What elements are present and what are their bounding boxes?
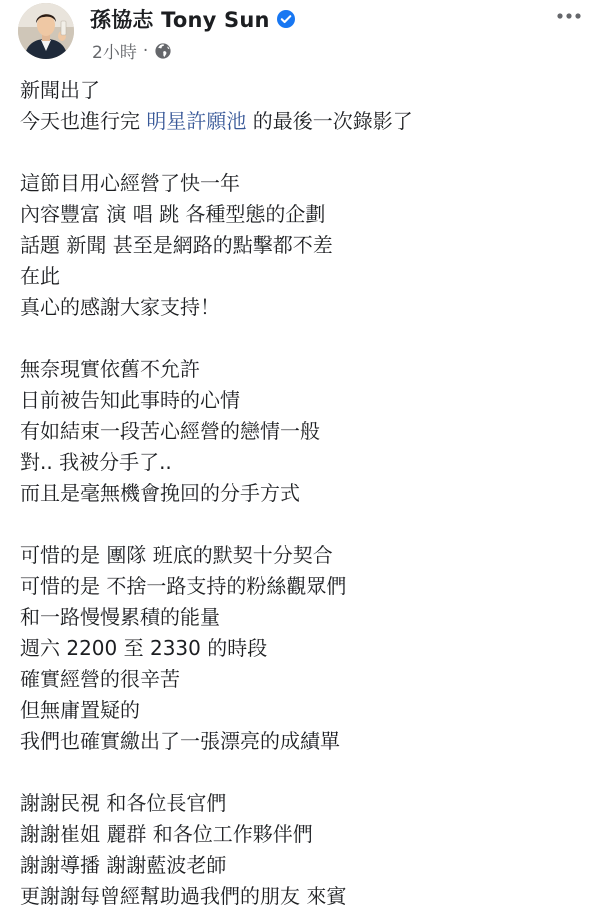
post-line: 內容豐富 演 唱 跳 各種型態的企劃 [20,202,326,226]
post-line: 在此 [20,264,60,288]
post-line: 新聞出了 [20,78,100,102]
post-line: 日前被告知此事時的心情 [20,388,240,412]
post-line: 真心的感謝大家支持！ [20,295,220,319]
post-line [20,106,590,137]
post-line: 這節目用心經營了快一年 [20,171,240,195]
more-options-icon[interactable] [552,4,586,28]
author-avatar[interactable] [18,3,74,59]
author-name[interactable]: 孫協志 Tony Sun [90,8,270,32]
post-line: 週六 2200 至 2330 的時段 [20,636,268,660]
blank-line [20,323,590,354]
post-line: 和一路慢慢累積的能量 [20,605,220,629]
post-line: 謝謝民視 和各位長官們 [20,791,227,815]
post-line: 對.. 我被分手了.. [20,450,172,474]
blank-line [20,137,590,168]
post-line: 確實經營的很辛苦 [20,667,180,691]
post-meta [92,38,172,63]
post-line: 有如結束一段苦心經營的戀情一般 [20,419,320,443]
post-line-text: 今天也進行完 [20,109,147,133]
globe-icon[interactable] [154,42,172,60]
tagged-page-link[interactable]: 明星許願池 [146,109,247,133]
blank-line [20,757,590,788]
author-row [90,4,296,34]
post-text [20,75,590,912]
post-timestamp[interactable]: 2小時 [92,43,137,63]
post-line: 話題 新聞 甚至是網路的點擊都不差 [20,233,333,257]
meta-separator: · [142,40,149,61]
post-line: 謝謝崔姐 麗群 和各位工作夥伴們 [20,822,313,846]
post-line: 可惜的是 不捨一路支持的粉絲觀眾們 [20,574,347,598]
post-line-text: 的最後一次錄影了 [246,109,413,133]
post-line: 無奈現實依舊不允許 [20,357,200,381]
post-line: 但無庸置疑的 [20,698,140,722]
post-line: 更謝謝每曾經幫助過我們的朋友 來賓 [20,884,347,908]
post-line: 謝謝導播 謝謝藍波老師 [20,853,227,877]
verified-badge-icon [276,9,296,29]
post-line: 我們也確實繳出了一張漂亮的成績單 [20,729,340,753]
post-line: 而且是毫無機會挽回的分手方式 [20,481,300,505]
post-line: 可惜的是 團隊 班底的默契十分契合 [20,543,333,567]
blank-line [20,509,590,540]
post-header [0,0,600,66]
